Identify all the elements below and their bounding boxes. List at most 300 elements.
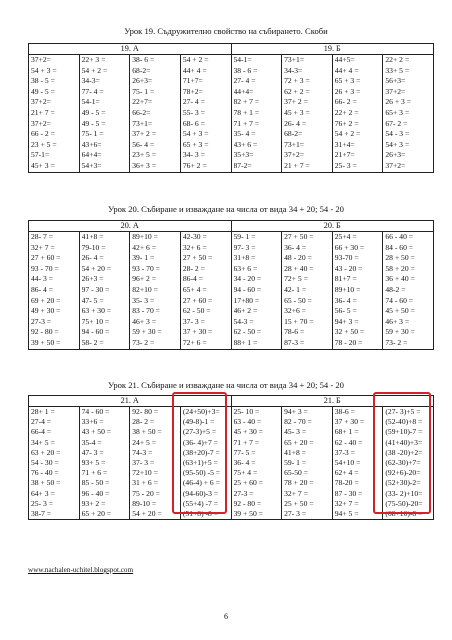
expression: 92- 80 = xyxy=(132,407,159,416)
expression: 38- 6 = xyxy=(132,55,155,64)
expression: 93+ 2 = xyxy=(81,498,106,508)
expression: 76 - 40 = xyxy=(31,468,59,478)
expression: 65 - 50 = xyxy=(284,295,312,305)
expressions-row xyxy=(29,232,434,350)
expression: 64+4= xyxy=(81,150,102,160)
expression-column xyxy=(282,407,333,520)
expression: 46+ 3 = xyxy=(385,316,410,326)
expression: 93-70 = xyxy=(334,253,359,263)
expression: 36- 4 = xyxy=(233,458,256,468)
expression: 72 + 3 = xyxy=(284,76,310,86)
expression: (46-4) + 6 = xyxy=(182,478,220,488)
expression: 62 + 2 = xyxy=(284,86,310,96)
expression: 93 - 70 = xyxy=(31,263,59,273)
expression: 37+2= xyxy=(284,150,305,160)
expression: 59- 1 = xyxy=(233,232,256,241)
expression: 49 - 5 = xyxy=(81,118,106,128)
expression: 54+3= xyxy=(81,160,102,170)
expression: 89+10 = xyxy=(132,232,158,241)
expression: 45 + 50 = xyxy=(385,306,415,316)
highlight-bracket-column-b xyxy=(373,392,431,514)
expression: (38+20)-7 = xyxy=(182,447,220,457)
expression: 38-7 = xyxy=(31,509,52,519)
expression: 28- 2 = xyxy=(132,417,155,427)
expressions-row xyxy=(29,55,434,173)
expression: (59+10)-7 = xyxy=(385,427,423,437)
expression: (36- 4)+7 = xyxy=(182,437,219,447)
expression: 73+1= xyxy=(132,118,153,128)
expression: 21 + 7 = xyxy=(284,160,310,170)
expression: 36 + 40 = xyxy=(385,274,415,284)
group-header: 21. А xyxy=(29,396,232,407)
group-header: 20. Б xyxy=(231,221,434,232)
page-number: 6 xyxy=(224,612,228,621)
expression: 26- 4 = xyxy=(284,118,307,128)
expression: 56- 5 = xyxy=(334,306,357,316)
expression: 92 - 80 = xyxy=(233,498,262,508)
expression: 31 + 6 = xyxy=(132,478,158,488)
expression: 22+ 2 = xyxy=(334,107,359,117)
expression: 28 + 40 = xyxy=(284,263,314,273)
expression-column xyxy=(29,232,80,350)
expression: 37+ 2 = xyxy=(284,97,308,107)
expression: 49 - 5 = xyxy=(81,107,106,117)
expression: (51+8) -8 = xyxy=(182,509,219,519)
expression: 26 + 3 = xyxy=(385,97,412,107)
expression: 54 + 3 = xyxy=(31,65,57,75)
expression: 54+ 3 = xyxy=(385,139,410,149)
expression: 25+4 = xyxy=(334,232,357,241)
expression: 32+ 7 = xyxy=(284,488,308,498)
expression: 28+ 1 = xyxy=(31,407,55,416)
expression: 41+8 = xyxy=(81,232,104,241)
expression-column xyxy=(130,232,181,350)
expression: 89-10 = xyxy=(132,498,157,508)
expression: 67- 2 = xyxy=(385,118,408,128)
expression: 66 + 30 = xyxy=(334,242,365,252)
expression: 86- 4 = xyxy=(31,284,53,294)
expression: 82 - 70 = xyxy=(284,417,312,427)
expression: 75+ 4 = xyxy=(233,468,258,478)
expression: 88+ 1 = xyxy=(233,337,258,347)
expression: 45 + 30 = xyxy=(233,427,263,437)
expression: 15 + 70 = xyxy=(284,316,314,326)
expression: 86-4 = xyxy=(182,274,203,284)
expression: 82 + 7 = xyxy=(233,97,260,107)
expression: 34+ 5 = xyxy=(31,437,55,447)
group-header: 19. Б xyxy=(231,44,434,55)
expression: (75-50)-20= xyxy=(385,498,423,508)
expression: 28- 7 = xyxy=(31,232,53,241)
expression: 33+ 5 = xyxy=(385,65,410,75)
expression: (94-60)-3 = xyxy=(182,488,219,498)
expression: 37 + 30 = xyxy=(182,327,213,337)
expression: 34- 3 = xyxy=(182,150,205,160)
expression: 27-3 = xyxy=(31,316,52,326)
expression: 54 - 3 = xyxy=(385,129,410,139)
expression-column xyxy=(231,407,282,520)
expression: 89+10 = xyxy=(334,284,361,294)
expression: 94 - 60 = xyxy=(81,327,110,337)
expression: 82+10 = xyxy=(132,284,158,294)
expression: 72+ 5 = xyxy=(284,274,308,284)
expression: 77- 5 = xyxy=(233,447,256,457)
expression: 65 + 20 = xyxy=(284,437,314,447)
expression: 32+6 = xyxy=(284,306,306,316)
expression: 43+6= xyxy=(81,139,102,149)
expression: 74 - 60 = xyxy=(81,407,110,416)
expression: 37+ 2 = xyxy=(132,129,157,139)
expression: 32+ 6 = xyxy=(182,242,207,252)
expression: 25- 3 = xyxy=(334,160,357,170)
expression: (95-50) -5 = xyxy=(182,468,221,478)
expression: 21+7= xyxy=(334,150,355,160)
expression: 45- 3 = xyxy=(284,427,307,437)
expression-column xyxy=(231,55,282,173)
expression: 27- 3 = xyxy=(284,509,307,519)
expression: 37- 3 = xyxy=(132,458,155,468)
expression: 37-3 = xyxy=(334,447,355,457)
expression: 35+3= xyxy=(233,150,254,160)
expression: 35- 3 = xyxy=(132,295,155,305)
expression: 74-3 = xyxy=(132,447,153,457)
expression: 33+6 = xyxy=(81,417,104,427)
group-header-row xyxy=(29,44,434,55)
expression: 96 - 40 = xyxy=(81,488,110,498)
expression: 36- 4 = xyxy=(334,295,357,305)
expression: 43 - 20 = xyxy=(334,263,363,273)
expression: 26- 4 = xyxy=(81,253,104,263)
expression: 65+ 4 = xyxy=(182,284,207,294)
expression: 63 - 40 = xyxy=(233,417,262,427)
expression: 54 - 30 = xyxy=(31,458,59,468)
expression: 71 + 6 = xyxy=(81,468,108,478)
expression-column xyxy=(282,232,333,350)
expression-column xyxy=(332,232,383,350)
expression-column xyxy=(282,55,333,173)
expression: (52-40)+8 = xyxy=(385,417,423,427)
expression-column xyxy=(29,55,80,173)
expression: 49 - 5 = xyxy=(31,86,55,96)
expression: 71+7= xyxy=(182,76,203,86)
expression: 54-3 = xyxy=(233,316,254,326)
expression-column xyxy=(180,55,231,173)
expression: 87-2= xyxy=(233,160,252,170)
expression-column xyxy=(79,407,130,520)
expression: 22+ 3 = xyxy=(81,55,106,64)
expression: 75- 1 = xyxy=(81,129,104,139)
expression: 83 - 70 = xyxy=(132,306,160,316)
expression: 23 + 5 = xyxy=(31,139,57,149)
expression: 27 + 60 = xyxy=(31,253,61,263)
expression: 69 + 20 = xyxy=(31,295,61,305)
expression: 24+ 5 = xyxy=(132,437,157,447)
expression: (38 -20)+2= xyxy=(385,447,423,457)
group-header: 20. А xyxy=(29,221,232,232)
lesson-20-title: Урок 20. Събиране и изваждане на числа от вида 34 + 20; 54 - 20 xyxy=(108,204,344,214)
expression: 32+ 7 = xyxy=(334,498,359,508)
expression: 59 + 30 = xyxy=(132,327,162,337)
expression: 47- 5 = xyxy=(81,295,104,305)
expression: (27- 3)+5 = xyxy=(385,407,421,416)
expression: 46+ 2 = xyxy=(233,306,258,316)
expression: 81+7 = xyxy=(334,274,357,284)
expression: 36+ 3 = xyxy=(132,160,157,170)
expression: 26+3= xyxy=(385,150,406,160)
expression: 39 + 50 = xyxy=(233,509,263,519)
expression: 35- 4 = xyxy=(233,129,256,139)
expression: 63 + 20 = xyxy=(31,447,61,457)
expression: 62 - 50 = xyxy=(233,327,262,337)
expression: 64+ 3 = xyxy=(31,488,55,498)
expression: 41+8 = xyxy=(284,447,306,457)
expression: 78 - 20 = xyxy=(334,337,363,347)
expression: 59- 1 = xyxy=(284,458,307,468)
expression: 62 - 50 = xyxy=(182,306,211,316)
expression: 38-6 = xyxy=(334,407,355,416)
expression-column xyxy=(332,55,383,173)
expression: 31+4= xyxy=(334,139,355,149)
expression: 93+ 5 = xyxy=(81,458,106,468)
expression: 26+3= xyxy=(132,76,153,86)
expression: 49 + 30 = xyxy=(31,306,61,316)
lesson-19-title: Урок 19. Съдружително свойство на събирането. Скоби xyxy=(124,26,328,36)
expression: (24+50)+3= xyxy=(182,407,220,416)
expression: 72+ 6 = xyxy=(182,337,207,347)
expression: 39 + 50 = xyxy=(31,337,61,347)
expression-column xyxy=(130,55,181,173)
expression: (92+6)-20= xyxy=(385,468,421,478)
expression-column xyxy=(383,55,434,173)
expression: 34-3= xyxy=(284,65,303,75)
expression: 26 + 3 = xyxy=(334,86,361,96)
expression: 54 + 2 = xyxy=(334,129,361,139)
expression: 71 + 7 = xyxy=(233,118,260,128)
expression: 65 + 20 = xyxy=(81,509,112,519)
expression: 44+5= xyxy=(334,55,355,64)
expression: 46+ 3 = xyxy=(132,316,157,326)
expression: 39- 1 = xyxy=(132,253,155,263)
expression-column xyxy=(231,232,282,350)
lesson-20-table xyxy=(28,220,434,350)
expression: 37+2= xyxy=(31,97,51,107)
expression: 34-3= xyxy=(81,76,100,86)
expression: 37+2= xyxy=(31,118,51,128)
expression: 62 - 40 = xyxy=(334,437,363,447)
highlight-bracket-column-a xyxy=(172,392,227,514)
expression: 58- 2 = xyxy=(81,337,104,347)
expression: 22+ 2 = xyxy=(385,55,410,64)
expression: 96+ 2 = xyxy=(132,274,157,284)
expression: 76+ 2 = xyxy=(182,160,207,170)
lesson-21-title: Урок 21. Събиране и изваждане на числа от вида 34 + 20; 54 - 20 xyxy=(108,380,344,390)
expression: 78-6 = xyxy=(284,327,305,337)
expression: (27-3)+5 = xyxy=(182,427,217,437)
expression: 32 + 50 = xyxy=(334,327,365,337)
expression: 94+ 3 = xyxy=(334,316,359,326)
expression: 73+1= xyxy=(284,139,305,149)
expression: 44- 3 = xyxy=(31,274,53,284)
expression: 66 - 2 = xyxy=(31,129,55,139)
expression: 78+2= xyxy=(182,86,203,96)
expression-column xyxy=(29,407,80,520)
expression: 73- 2 = xyxy=(385,337,408,347)
expression: 36- 4 = xyxy=(284,242,307,252)
expression: 92 - 80 = xyxy=(31,327,59,337)
expression: 66- 2 = xyxy=(334,97,357,107)
expression-column xyxy=(79,55,130,173)
expression: 77- 4 = xyxy=(81,86,104,96)
expression: (68+10)-8 = xyxy=(385,509,423,519)
expression: 23+ 5 = xyxy=(132,150,157,160)
expression: 85 - 50 = xyxy=(81,478,110,488)
expression: 37+2= xyxy=(385,160,406,170)
expression: 43+ 6 = xyxy=(233,139,258,149)
expression: 38 + 50 = xyxy=(31,478,61,488)
expression: 22+7= xyxy=(132,97,153,107)
expression: 78-20 = xyxy=(334,478,359,488)
expression: 45+ 3 = xyxy=(31,160,55,170)
expression: 75+ 10 = xyxy=(81,316,110,326)
expression: 42-30 = xyxy=(182,232,207,241)
expression-column xyxy=(383,232,434,350)
expression: 28 + 50 = xyxy=(385,253,415,263)
expression: 25 + 60 = xyxy=(233,478,263,488)
expression: 44+ 4 = xyxy=(334,65,359,75)
expression-column xyxy=(79,232,130,350)
expression: 78 + 20 = xyxy=(284,478,314,488)
expression: 63+ 6 = xyxy=(233,263,258,273)
expression: (62-30)+7= xyxy=(385,458,421,468)
expression: 72+10 = xyxy=(132,468,158,478)
expression: 54 + 2 = xyxy=(81,65,108,75)
expression: 87 - 30 = xyxy=(334,488,363,498)
expression: 43 + 50 = xyxy=(81,427,112,437)
expression: 78 + 1 = xyxy=(233,107,260,117)
expression: 28- 2 = xyxy=(182,263,205,273)
expression: 34 - 20 = xyxy=(233,274,262,284)
expression: 38 + 50 = xyxy=(132,427,162,437)
expression: 79-10 = xyxy=(81,242,106,252)
expression: 56+3= xyxy=(385,76,406,86)
expression: 54 + 2 = xyxy=(182,55,209,64)
expression: 48-2 = xyxy=(385,284,406,294)
expression: 73+1= xyxy=(284,55,305,64)
expression: 31+8 = xyxy=(233,253,256,263)
expression: 26+3 = xyxy=(81,274,104,284)
group-header: 21. Б xyxy=(231,396,434,407)
footer-url: www.nachalen-uchitel.blogspot.com xyxy=(28,566,134,574)
expression: (33- 2)+10= xyxy=(385,488,423,498)
expression: 75- 1 = xyxy=(132,86,155,96)
expression: 74 - 60 = xyxy=(385,295,414,305)
expression: 25- 10 = xyxy=(233,407,260,416)
expression: 37+2= xyxy=(385,86,406,96)
expression: 54+10 = xyxy=(334,458,361,468)
expression: 94+ 5 = xyxy=(334,509,359,519)
group-header-row xyxy=(29,221,434,232)
expression: 97 - 30 = xyxy=(81,284,110,294)
expression: 62+ 4 = xyxy=(334,468,359,478)
expression: 54-1= xyxy=(81,97,100,107)
expression: 65-50 = xyxy=(284,468,309,478)
expression-column xyxy=(180,232,231,350)
expression: 37+2= xyxy=(31,55,51,64)
expression: 65 + 3 = xyxy=(182,139,209,149)
expression: 56- 4 = xyxy=(132,139,155,149)
expression: 66-4 = xyxy=(31,427,52,437)
expression: 44+4= xyxy=(233,86,254,96)
expression: 27- 4 = xyxy=(182,97,205,107)
expression: 42- 1 = xyxy=(284,284,307,294)
expression: 38 - 5 = xyxy=(31,76,55,86)
expression: 97- 3 = xyxy=(233,242,256,252)
expression: 94+ 3 = xyxy=(284,407,308,416)
expression: 47- 3 = xyxy=(81,447,104,457)
expression: 58 + 20 = xyxy=(385,263,415,273)
expression: 37 + 30 = xyxy=(334,417,365,427)
expression: 27-4 = xyxy=(31,417,52,427)
expression: (52+30)-2= xyxy=(385,478,421,488)
expression: 54 + 20 = xyxy=(81,263,112,273)
expression: 66 - 40 = xyxy=(385,232,414,241)
expression: 54 + 20 = xyxy=(132,509,162,519)
expression: (55+4) -7 = xyxy=(182,498,219,508)
expression: (63+1)+5 = xyxy=(182,458,218,468)
expression: 45 + 3 = xyxy=(284,107,310,117)
expression: 17+80 = xyxy=(233,295,260,305)
expression: 35-4 = xyxy=(81,437,102,447)
expression: 27 + 50 = xyxy=(284,232,314,241)
expression: 76+ 2 = xyxy=(334,118,359,128)
expression: 93 - 70 = xyxy=(132,263,160,273)
expression: 84 - 60 = xyxy=(385,242,414,252)
expression: 27 + 60 = xyxy=(182,295,213,305)
expression: 94 - 60 = xyxy=(233,284,262,294)
expression: 42+ 6 = xyxy=(132,242,157,252)
expression: 63 + 30 = xyxy=(81,306,112,316)
expression: 38 - 6 = xyxy=(233,65,258,75)
expression: 73- 2 = xyxy=(132,337,155,347)
expression: 27-3 = xyxy=(233,488,254,498)
group-header: 19. А xyxy=(29,44,232,55)
expression: 21+ 7 = xyxy=(31,107,55,117)
expression: 65+ 3 = xyxy=(385,107,410,117)
expression: 32+ 7 = xyxy=(31,242,55,252)
expression: 66-2= xyxy=(132,107,151,117)
expression: 68-2= xyxy=(284,129,303,139)
expression: 68- 6 = xyxy=(182,118,205,128)
expression: 71 + 7 = xyxy=(233,437,260,447)
expression: 68+ 1 = xyxy=(334,427,359,437)
expression: 25- 3 = xyxy=(31,498,53,508)
expression: 59 + 30 = xyxy=(385,327,415,337)
lesson-19-table xyxy=(28,43,434,173)
expression: 27 + 50 = xyxy=(182,253,213,263)
expression: (41+40)+3= xyxy=(385,437,423,447)
expression: 44+ 4 = xyxy=(182,65,207,75)
expression: 65 + 3 = xyxy=(334,76,361,86)
expression: 55- 3 = xyxy=(182,107,205,117)
expression: 54-1= xyxy=(233,55,252,64)
expression: 25 + 50 = xyxy=(284,498,314,508)
expression: 27- 4 = xyxy=(233,76,256,86)
expression: 75 - 20 = xyxy=(132,488,160,498)
expression: 68-2= xyxy=(132,65,151,75)
expression: 37- 3 = xyxy=(182,316,205,326)
expression: 87-3 = xyxy=(284,337,305,347)
expression: (49-8)-1 = xyxy=(182,417,215,427)
